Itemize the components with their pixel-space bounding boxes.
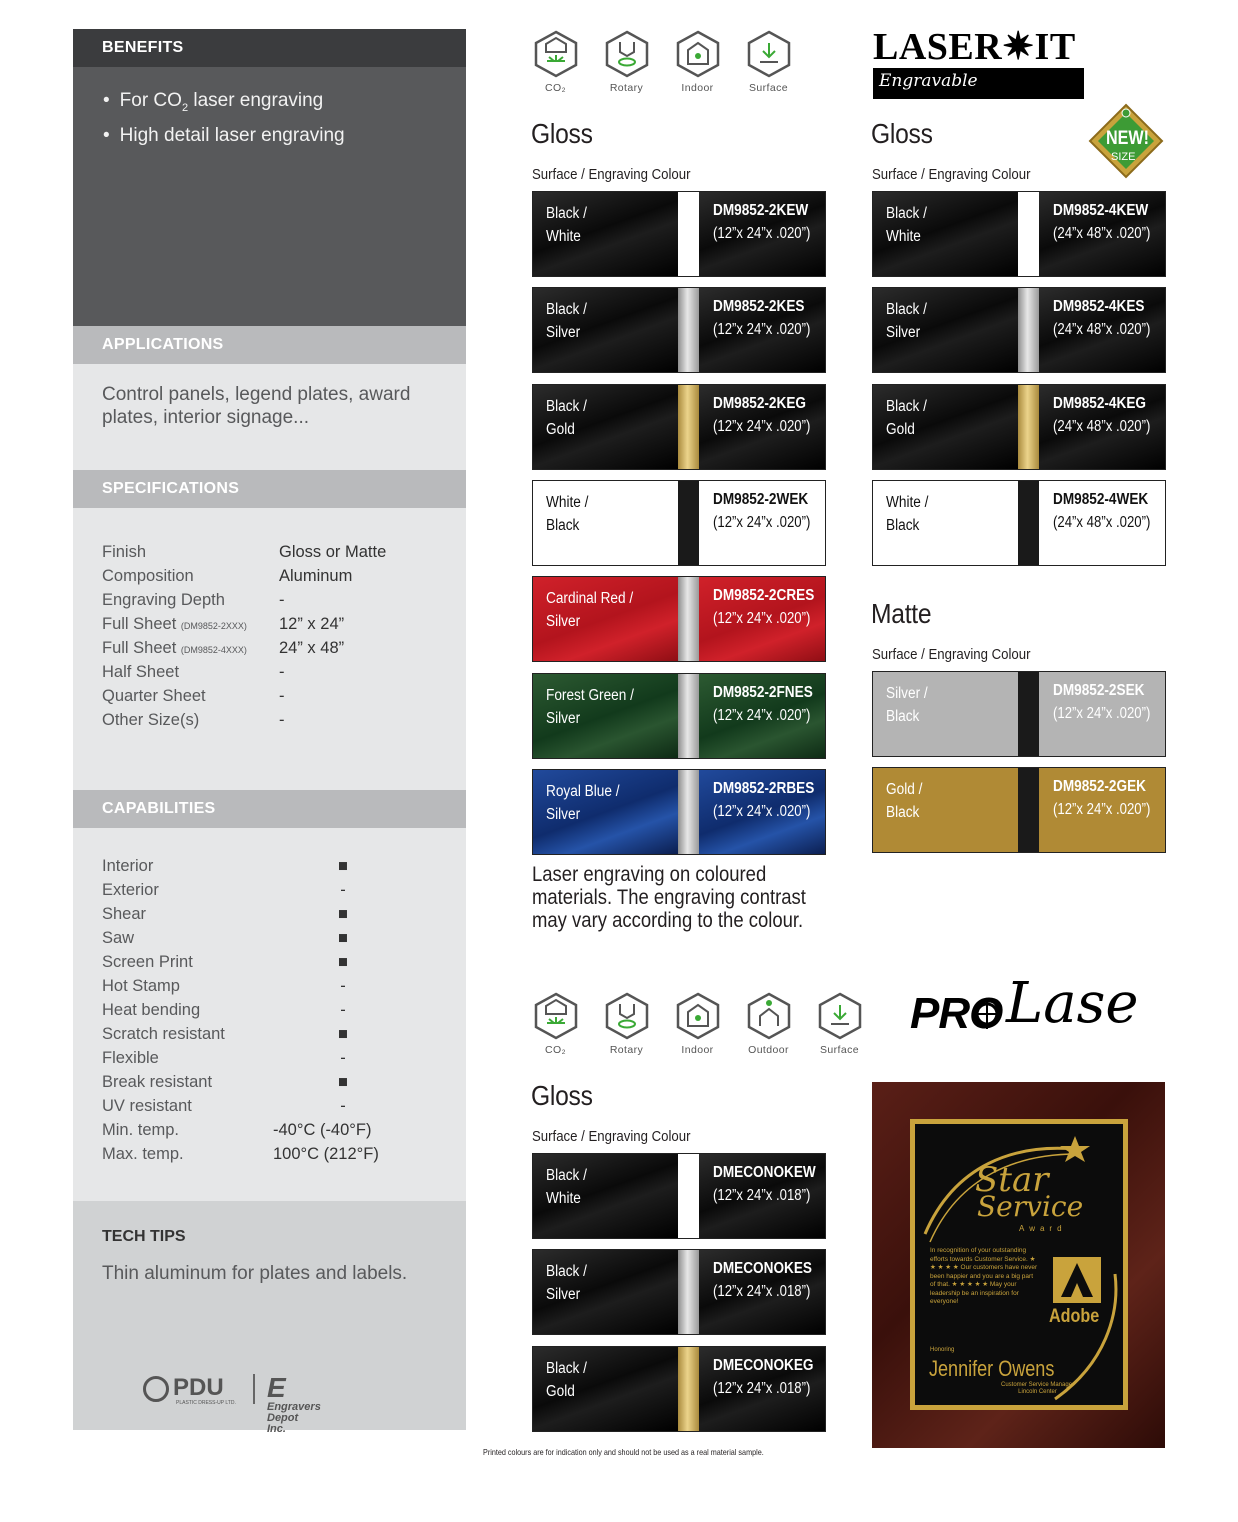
spec-label bbox=[102, 663, 179, 682]
color-swatch bbox=[532, 287, 826, 373]
swatch-product-code: DMECONOKEG bbox=[713, 1356, 814, 1374]
plaque-gold-border bbox=[910, 1119, 1128, 1410]
swatch-color-name: Black / Gold bbox=[546, 1359, 587, 1400]
engravers-depot-line3: Inc. bbox=[267, 1423, 286, 1435]
benefits-panel bbox=[73, 67, 466, 326]
swatch-surface bbox=[533, 1347, 678, 1431]
spec-label-text: Full Sheet bbox=[102, 639, 177, 657]
swatch-surface bbox=[873, 385, 1018, 469]
surface-subtitle-col2: Surface / Engraving Colour bbox=[872, 166, 1031, 183]
swatch-info bbox=[699, 192, 826, 276]
spec-value: 24” x 48” bbox=[279, 639, 345, 657]
capability-label: Hot Stamp bbox=[102, 977, 180, 995]
spec-label bbox=[102, 687, 206, 706]
swatch-surface bbox=[873, 481, 1018, 565]
swatch-dimensions: (12”x 24”x .020”) bbox=[713, 610, 811, 628]
spec-row bbox=[73, 639, 466, 663]
swatch-info bbox=[699, 385, 826, 469]
process-icon-label: CO₂ bbox=[544, 1044, 567, 1056]
capability-row bbox=[73, 1097, 466, 1121]
co2-icon bbox=[532, 992, 580, 1040]
capability-label: Break resistant bbox=[102, 1073, 213, 1091]
swatch-dimensions: (12”x 24”x .018”) bbox=[713, 1283, 811, 1301]
swatch-info bbox=[1039, 672, 1166, 756]
capability-row bbox=[73, 953, 466, 977]
capability-value: -40°C (-40°F) bbox=[273, 1121, 372, 1139]
capability-value: - bbox=[340, 1001, 346, 1019]
process-icon-label: Rotary bbox=[609, 1044, 644, 1056]
process-icon-cell bbox=[733, 992, 804, 1056]
swatch-product-code: DM9852-4KEW bbox=[1053, 202, 1149, 219]
process-icon-label: Surface bbox=[749, 82, 788, 94]
spec-row bbox=[73, 591, 466, 615]
spec-value: 12” x 24” bbox=[279, 615, 345, 633]
spec-label-note: (DM9852-4XXX) bbox=[180, 645, 247, 655]
capability-label: Max. temp. bbox=[102, 1145, 184, 1163]
tech-tips-heading: TECH TIPS bbox=[102, 1228, 186, 1245]
swatch-surface bbox=[533, 577, 678, 661]
color-swatch bbox=[872, 767, 1166, 853]
engravers-depot-line1: Engravers bbox=[267, 1401, 321, 1413]
process-icon-label: Indoor bbox=[681, 82, 714, 94]
swatch-product-code: DM9852-4WEK bbox=[1053, 490, 1149, 508]
footer-disclaimer: Printed colours are for indication only and should not be used as a real material sample. bbox=[483, 1447, 764, 1457]
prolase-logo bbox=[910, 955, 1139, 1065]
swatch-info bbox=[699, 288, 826, 372]
swatch-info bbox=[1039, 385, 1166, 469]
capability-value: - bbox=[340, 977, 346, 995]
swatch-dimensions: (12”x 24”x .020”) bbox=[713, 706, 811, 724]
benefit-text: For CO bbox=[119, 90, 182, 111]
swatch-product-code: DMECONOKEW bbox=[713, 1164, 816, 1181]
swatch-surface bbox=[533, 385, 678, 469]
spec-label bbox=[102, 543, 146, 562]
process-icon-cell bbox=[520, 30, 591, 94]
swatch-dimensions: (12”x 24”x .020”) bbox=[713, 321, 811, 339]
swatch-color-name: White / Black bbox=[546, 493, 589, 534]
capabilities-heading: CAPABILITIES bbox=[73, 790, 466, 828]
surface-subtitle-matte: Surface / Engraving Colour bbox=[872, 646, 1031, 663]
swatch-dimensions: (12”x 24”x .020”) bbox=[1053, 801, 1151, 818]
laserit-logo-banner bbox=[873, 68, 1084, 99]
swatch-surface bbox=[533, 192, 678, 276]
capability-label: UV resistant bbox=[102, 1097, 192, 1115]
benefit-text-tail: laser engraving bbox=[188, 90, 324, 111]
capability-value: - bbox=[340, 1049, 346, 1067]
spec-value: - bbox=[279, 711, 285, 729]
spec-label-text: Half Sheet bbox=[102, 663, 180, 681]
swatch-color-name: Black / Gold bbox=[886, 397, 927, 438]
color-swatch bbox=[532, 1346, 826, 1432]
surface-subtitle-col1: Surface / Engraving Colour bbox=[532, 166, 691, 183]
swatch-engraving-strip bbox=[1018, 481, 1039, 565]
process-icon-label: Outdoor bbox=[748, 1044, 789, 1056]
swatch-engraving-strip bbox=[678, 192, 699, 276]
capability-label: Shear bbox=[102, 905, 147, 923]
spec-label-text: Engraving Depth bbox=[102, 591, 225, 609]
color-swatch bbox=[532, 576, 826, 662]
swatch-surface bbox=[533, 481, 678, 565]
swatch-dimensions: (24”x 48”x .020”) bbox=[1053, 417, 1151, 435]
swatch-engraving-strip bbox=[678, 770, 699, 854]
process-icon-cell bbox=[662, 992, 733, 1056]
swatch-color-name: Black / White bbox=[546, 205, 587, 245]
matte-title: Matte bbox=[871, 598, 932, 629]
capability-row bbox=[73, 929, 466, 953]
capability-value: ■ bbox=[338, 905, 348, 923]
capability-label: Heat bending bbox=[102, 1001, 201, 1019]
swatch-product-code: DMECONOKES bbox=[713, 1260, 812, 1278]
process-icon-label: Rotary bbox=[609, 82, 644, 94]
plaque-honoring-text: Honoring bbox=[930, 1347, 955, 1353]
color-swatch bbox=[532, 384, 826, 470]
applications-heading: APPLICATIONS bbox=[73, 326, 466, 364]
adobe-mark-icon bbox=[1053, 1257, 1101, 1303]
tech-tips-text: Thin aluminum for plates and labels. bbox=[102, 1263, 408, 1284]
color-swatch bbox=[872, 191, 1166, 277]
process-icon-cell bbox=[662, 30, 733, 94]
award-plaque-image bbox=[872, 1082, 1165, 1448]
engravers-depot-line2: Depot bbox=[267, 1412, 299, 1424]
capability-label: Scratch resistant bbox=[102, 1025, 225, 1043]
swatch-dimensions: (12”x 24”x .018”) bbox=[713, 1187, 811, 1204]
gloss-title-col3: Gloss bbox=[531, 1080, 593, 1111]
spec-row bbox=[73, 543, 466, 567]
swatch-dimensions: (12”x 24”x .020”) bbox=[713, 802, 811, 820]
swatch-engraving-strip bbox=[678, 674, 699, 758]
swatch-product-code: DM9852-2SEK bbox=[1053, 682, 1145, 699]
swatch-surface bbox=[873, 672, 1018, 756]
spec-label-note: (DM9852-2XXX) bbox=[180, 621, 247, 631]
color-swatch bbox=[532, 769, 826, 855]
swatch-dimensions: (24”x 48”x .020”) bbox=[1053, 513, 1151, 531]
swatch-engraving-strip bbox=[678, 481, 699, 565]
swatch-product-code: DM9852-2GEK bbox=[1053, 778, 1146, 795]
plaque-adobe-text: Adobe bbox=[1049, 1306, 1100, 1327]
swatch-surface bbox=[533, 1154, 678, 1238]
swatch-product-code: DM9852-2CRES bbox=[713, 587, 815, 605]
swatch-engraving-strip bbox=[678, 1250, 699, 1334]
swatch-surface bbox=[873, 768, 1018, 852]
spec-value: - bbox=[279, 687, 285, 705]
spec-row bbox=[73, 687, 466, 711]
plaque-star-text: Star bbox=[975, 1160, 1049, 1200]
color-swatch bbox=[532, 191, 826, 277]
swatch-info bbox=[1039, 288, 1166, 372]
color-swatch bbox=[872, 287, 1166, 373]
swatch-color-name: Silver / Black bbox=[886, 685, 928, 725]
capability-row bbox=[73, 1025, 466, 1049]
plaque-face bbox=[915, 1124, 1123, 1405]
crosshair-icon bbox=[972, 999, 1002, 1029]
spec-value: - bbox=[279, 591, 285, 609]
plaque-role-line2: Lincoln Center bbox=[1018, 1389, 1057, 1395]
spec-label-text: Other Size(s) bbox=[102, 711, 200, 729]
logo-divider bbox=[253, 1374, 255, 1404]
plaque-award-text: Award bbox=[1019, 1224, 1067, 1233]
process-icons-bottom bbox=[520, 992, 875, 1056]
swatch-engraving-strip bbox=[1018, 288, 1039, 372]
indoor-icon bbox=[674, 30, 722, 78]
surface-icon bbox=[816, 992, 864, 1040]
swatch-engraving-strip bbox=[1018, 672, 1039, 756]
rotary-icon bbox=[603, 30, 651, 78]
outdoor-icon bbox=[745, 992, 793, 1040]
capability-value: ■ bbox=[338, 857, 348, 875]
benefits-list bbox=[73, 67, 466, 150]
capability-row bbox=[73, 1121, 466, 1145]
swatch-color-name: Forest Green / Silver bbox=[546, 686, 634, 727]
swatch-engraving-strip bbox=[1018, 385, 1039, 469]
color-swatch bbox=[532, 480, 826, 566]
applications-text: Control panels, legend plates, award plates, interior signage... bbox=[73, 364, 466, 470]
capability-row bbox=[73, 881, 466, 905]
capability-row bbox=[73, 857, 466, 881]
swatch-color-name: Cardinal Red / Silver bbox=[546, 590, 634, 631]
swatch-dimensions: (24”x 48”x .020”) bbox=[1053, 225, 1151, 242]
capability-value: ■ bbox=[338, 1025, 348, 1043]
pdu-logo-subtitle: PLASTIC DRESS-UP LTD. bbox=[176, 1400, 236, 1406]
swatch-info bbox=[699, 674, 826, 758]
adobe-logo-icon bbox=[1053, 1257, 1101, 1303]
capability-row bbox=[73, 977, 466, 1001]
pdu-trophy-icon bbox=[143, 1376, 169, 1402]
swatch-dimensions: (12”x 24”x .020”) bbox=[713, 225, 811, 242]
coloured-materials-note: Laser engraving on coloured materials. The engraving contrast may vary according to the colour. bbox=[532, 863, 806, 932]
spec-value: - bbox=[279, 663, 285, 681]
swatch-engraving-strip bbox=[678, 1154, 699, 1238]
plaque-role-text bbox=[1001, 1382, 1074, 1396]
swatch-color-name: Black / White bbox=[546, 1167, 587, 1207]
benefits-heading: BENEFITS bbox=[73, 29, 466, 67]
process-icon-cell bbox=[733, 30, 804, 94]
laserit-logo bbox=[873, 28, 1084, 100]
capability-row bbox=[73, 905, 466, 929]
swatch-engraving-strip bbox=[678, 577, 699, 661]
capability-value: - bbox=[340, 1097, 346, 1115]
plaque-service-text: Service bbox=[977, 1190, 1084, 1223]
spec-label-text: Finish bbox=[102, 543, 147, 561]
spec-sidebar bbox=[73, 29, 466, 1435]
process-icon-cell bbox=[804, 992, 875, 1056]
plaque-body-text: In recognition of your outstanding efforts towards Customer Service. ★ ★ ★ ★ ★ Our customers have never been happier and you are a big part of that. ★ ★ ★ ★ ★ May your leadership be an inspiration for everyone! bbox=[930, 1247, 1038, 1305]
spec-row bbox=[73, 711, 466, 735]
spec-label bbox=[102, 639, 247, 658]
capability-label: Exterior bbox=[102, 881, 159, 899]
spec-label bbox=[102, 591, 225, 610]
swatch-info bbox=[699, 770, 826, 854]
process-icon-label: Indoor bbox=[681, 1044, 714, 1056]
swatch-surface bbox=[533, 288, 678, 372]
swatch-info bbox=[1039, 768, 1166, 852]
swatch-product-code: DM9852-4KEG bbox=[1053, 394, 1146, 412]
spec-value: Gloss or Matte bbox=[279, 543, 387, 561]
color-swatch bbox=[532, 1153, 826, 1239]
co2-icon bbox=[532, 30, 580, 78]
pdu-logo-text: PDU bbox=[173, 1374, 224, 1401]
color-swatch bbox=[872, 671, 1166, 757]
capability-value: ■ bbox=[338, 1073, 348, 1091]
surface-subtitle-col3: Surface / Engraving Colour bbox=[532, 1128, 691, 1145]
swatch-product-code: DM9852-2KEW bbox=[713, 202, 809, 219]
spec-label bbox=[102, 615, 247, 634]
spec-label-text: Full Sheet bbox=[102, 615, 177, 633]
laserit-logo-title: LASER✷IT bbox=[873, 26, 1076, 68]
benefit-item bbox=[103, 87, 466, 122]
swatch-color-name: Black / Gold bbox=[546, 397, 587, 438]
spec-label-text: Quarter Sheet bbox=[102, 687, 206, 705]
swatch-engraving-strip bbox=[678, 385, 699, 469]
swatch-info bbox=[699, 481, 826, 565]
gloss-title-col1: Gloss bbox=[531, 118, 593, 149]
spec-row bbox=[73, 567, 466, 591]
swatch-color-name: White / Black bbox=[886, 493, 929, 534]
capability-row bbox=[73, 1145, 466, 1169]
color-swatch bbox=[532, 673, 826, 759]
swatch-dimensions: (12”x 24”x .018”) bbox=[713, 1379, 811, 1397]
swatch-engraving-strip bbox=[678, 1347, 699, 1431]
benefit-item: • High detail laser engraving bbox=[103, 122, 466, 150]
swatch-surface bbox=[873, 192, 1018, 276]
indoor-icon bbox=[674, 992, 722, 1040]
swatch-product-code: DM9852-2RBES bbox=[713, 779, 815, 797]
capability-row bbox=[73, 1073, 466, 1097]
capability-label: Min. temp. bbox=[102, 1121, 180, 1139]
swatch-surface bbox=[533, 770, 678, 854]
capability-label: Interior bbox=[102, 857, 154, 875]
swatch-product-code: DM9852-2KES bbox=[713, 298, 805, 316]
spec-label bbox=[102, 711, 199, 730]
spec-row bbox=[73, 663, 466, 687]
capability-value: - bbox=[340, 881, 346, 899]
specifications-heading: SPECIFICATIONS bbox=[73, 470, 466, 508]
capability-row bbox=[73, 1049, 466, 1073]
laserit-logo-subtitle: Engravable bbox=[879, 71, 978, 91]
specifications-panel bbox=[73, 508, 466, 790]
swatch-color-name: Royal Blue / Silver bbox=[546, 782, 620, 823]
swatch-color-name: Gold / Black bbox=[886, 781, 923, 821]
swatch-info bbox=[1039, 192, 1166, 276]
color-swatch bbox=[532, 1249, 826, 1335]
capability-label: Flexible bbox=[102, 1049, 159, 1067]
swatch-color-name: Black / Silver bbox=[886, 301, 927, 342]
prolase-logo-lase: Lase bbox=[1006, 971, 1139, 1036]
swatch-engraving-strip bbox=[1018, 192, 1039, 276]
process-icon-label: Surface bbox=[820, 1044, 859, 1056]
new-size-badge bbox=[1086, 103, 1166, 179]
capability-value: ■ bbox=[338, 929, 348, 947]
swatch-engraving-strip bbox=[1018, 768, 1039, 852]
process-icon-cell bbox=[591, 992, 662, 1056]
swatch-color-name: Black / Silver bbox=[546, 1263, 587, 1304]
swatch-product-code: DM9852-2KEG bbox=[713, 394, 806, 412]
swatch-color-name: Black / White bbox=[886, 205, 927, 245]
swatch-product-code: DM9852-2WEK bbox=[713, 490, 809, 508]
plaque-role-line1: Customer Service Manager bbox=[1001, 1382, 1075, 1388]
new-badge-sublabel: SIZE bbox=[1111, 151, 1136, 163]
capability-value: 100°C (212°F) bbox=[273, 1145, 379, 1163]
swatch-dimensions: (12”x 24”x .020”) bbox=[713, 513, 811, 531]
engravers-depot-logo bbox=[267, 1374, 321, 1435]
process-icons-top bbox=[520, 30, 804, 94]
swatch-info bbox=[699, 577, 826, 661]
swatch-info bbox=[699, 1154, 826, 1238]
swatch-color-name: Black / Silver bbox=[546, 301, 587, 342]
surface-icon bbox=[745, 30, 793, 78]
benefit-subscript: 2 bbox=[181, 101, 189, 114]
pdu-logo bbox=[143, 1374, 224, 1402]
new-badge-label: NEW! bbox=[1106, 128, 1150, 149]
swatch-dimensions: (24”x 48”x .020”) bbox=[1053, 321, 1151, 339]
rotary-icon bbox=[603, 992, 651, 1040]
process-icon-label: CO₂ bbox=[544, 82, 567, 94]
capability-value: ■ bbox=[338, 953, 348, 971]
spec-label bbox=[102, 567, 194, 586]
swatch-surface bbox=[533, 1250, 678, 1334]
swatch-dimensions: (12”x 24”x .020”) bbox=[1053, 705, 1151, 722]
color-swatch bbox=[872, 384, 1166, 470]
swatch-surface bbox=[533, 674, 678, 758]
spec-row bbox=[73, 615, 466, 639]
swatch-info bbox=[1039, 481, 1166, 565]
plaque-name-text: Jennifer Owens bbox=[929, 1356, 1055, 1381]
capability-row bbox=[73, 1001, 466, 1025]
capability-label: Screen Print bbox=[102, 953, 193, 971]
swatch-info bbox=[699, 1347, 826, 1431]
color-swatch bbox=[872, 480, 1166, 566]
swatch-dimensions: (12”x 24”x .020”) bbox=[713, 417, 811, 435]
company-logos bbox=[143, 1372, 403, 1435]
spec-value: Aluminum bbox=[279, 567, 353, 585]
swatch-engraving-strip bbox=[678, 288, 699, 372]
engravers-depot-e-icon: E bbox=[267, 1372, 286, 1403]
capabilities-panel bbox=[73, 828, 466, 1201]
swatch-product-code: DM9852-4KES bbox=[1053, 298, 1145, 316]
process-icon-cell bbox=[520, 992, 591, 1056]
gloss-title-col2: Gloss bbox=[871, 118, 933, 149]
process-icon-cell bbox=[591, 30, 662, 94]
swatch-surface bbox=[873, 288, 1018, 372]
swatch-info bbox=[699, 1250, 826, 1334]
swatch-product-code: DM9852-2FNES bbox=[713, 683, 813, 701]
prolase-logo-pro: PRO bbox=[910, 989, 1003, 1038]
capability-label: Saw bbox=[102, 929, 135, 947]
spec-label-text: Composition bbox=[102, 567, 194, 585]
